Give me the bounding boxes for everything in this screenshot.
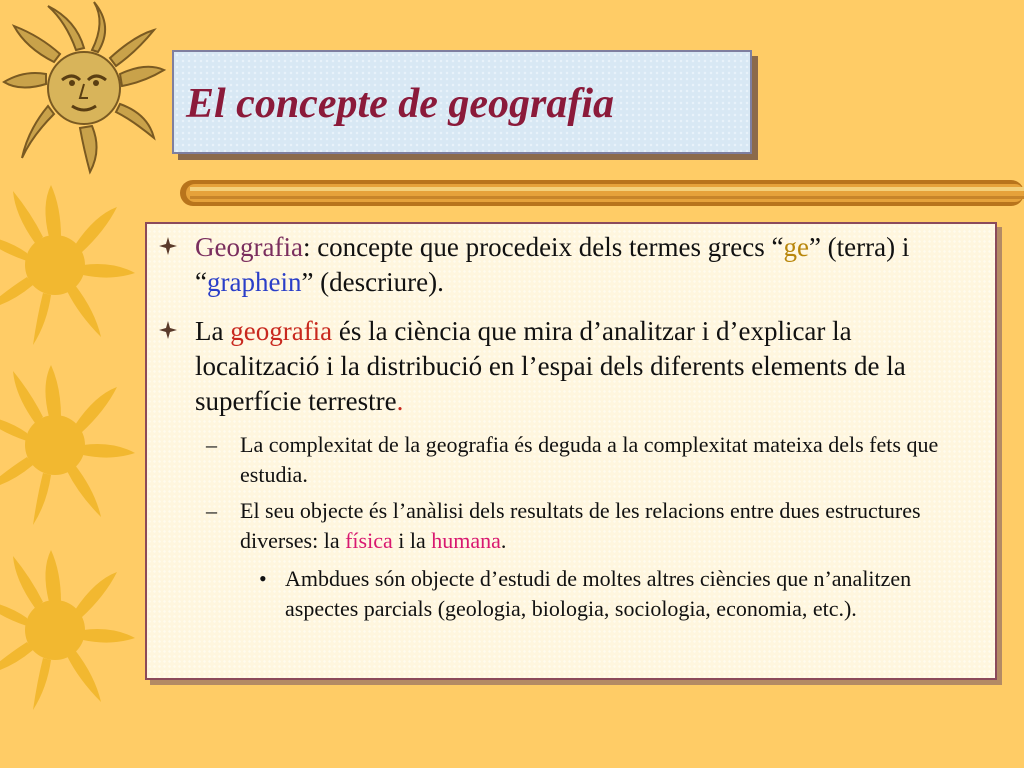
dot-marker: • [259, 566, 267, 591]
term-fisica: física [345, 528, 393, 553]
subbullet-complexitat: – La complexitat de la geografia és deguda a la complexitat mateixa dels fets que estudia. [206, 432, 939, 487]
sun-icon [0, 180, 140, 350]
star-icon [159, 237, 177, 255]
dash-marker: – [206, 432, 217, 457]
sun-icon [0, 545, 140, 715]
star-icon [159, 321, 177, 339]
bullet-geografia: Geografia: concepte que procedeix dels termes grecs “ge” (terra) i “graphein” (descriure). [195, 230, 975, 300]
subsubbullet-ambdues: • Ambdues són objecte d’estudi de moltes altres ciències que n’analitzen aspectes parcials (geologia, biologia, sociologia, economia, etc.). [259, 566, 912, 621]
subbullet-objecte: – El seu objecte és l’anàlisi dels resultats de les relacions entre dues estructures diverses: la física i la humana. [206, 498, 921, 553]
term-ge: ge [783, 232, 809, 262]
content-box [145, 222, 997, 680]
page-title: El concepte de geografia [186, 81, 615, 127]
divider-rule [180, 180, 1024, 206]
term-geografia-red: geografia [230, 316, 333, 346]
term-geografia: Geografia [195, 232, 303, 262]
bullet-definicio: La geografia és la ciència que mira d’analitzar i d’explicar la localització i la distribució en l’espai dels diferents elements de la superfície terrestre. [195, 314, 975, 419]
term-humana: humana [431, 528, 501, 553]
dash-marker: – [206, 498, 217, 523]
sun-face-icon [0, 0, 170, 180]
title-box [172, 50, 752, 154]
term-graphein: graphein [206, 267, 302, 297]
sun-icon [0, 360, 140, 530]
